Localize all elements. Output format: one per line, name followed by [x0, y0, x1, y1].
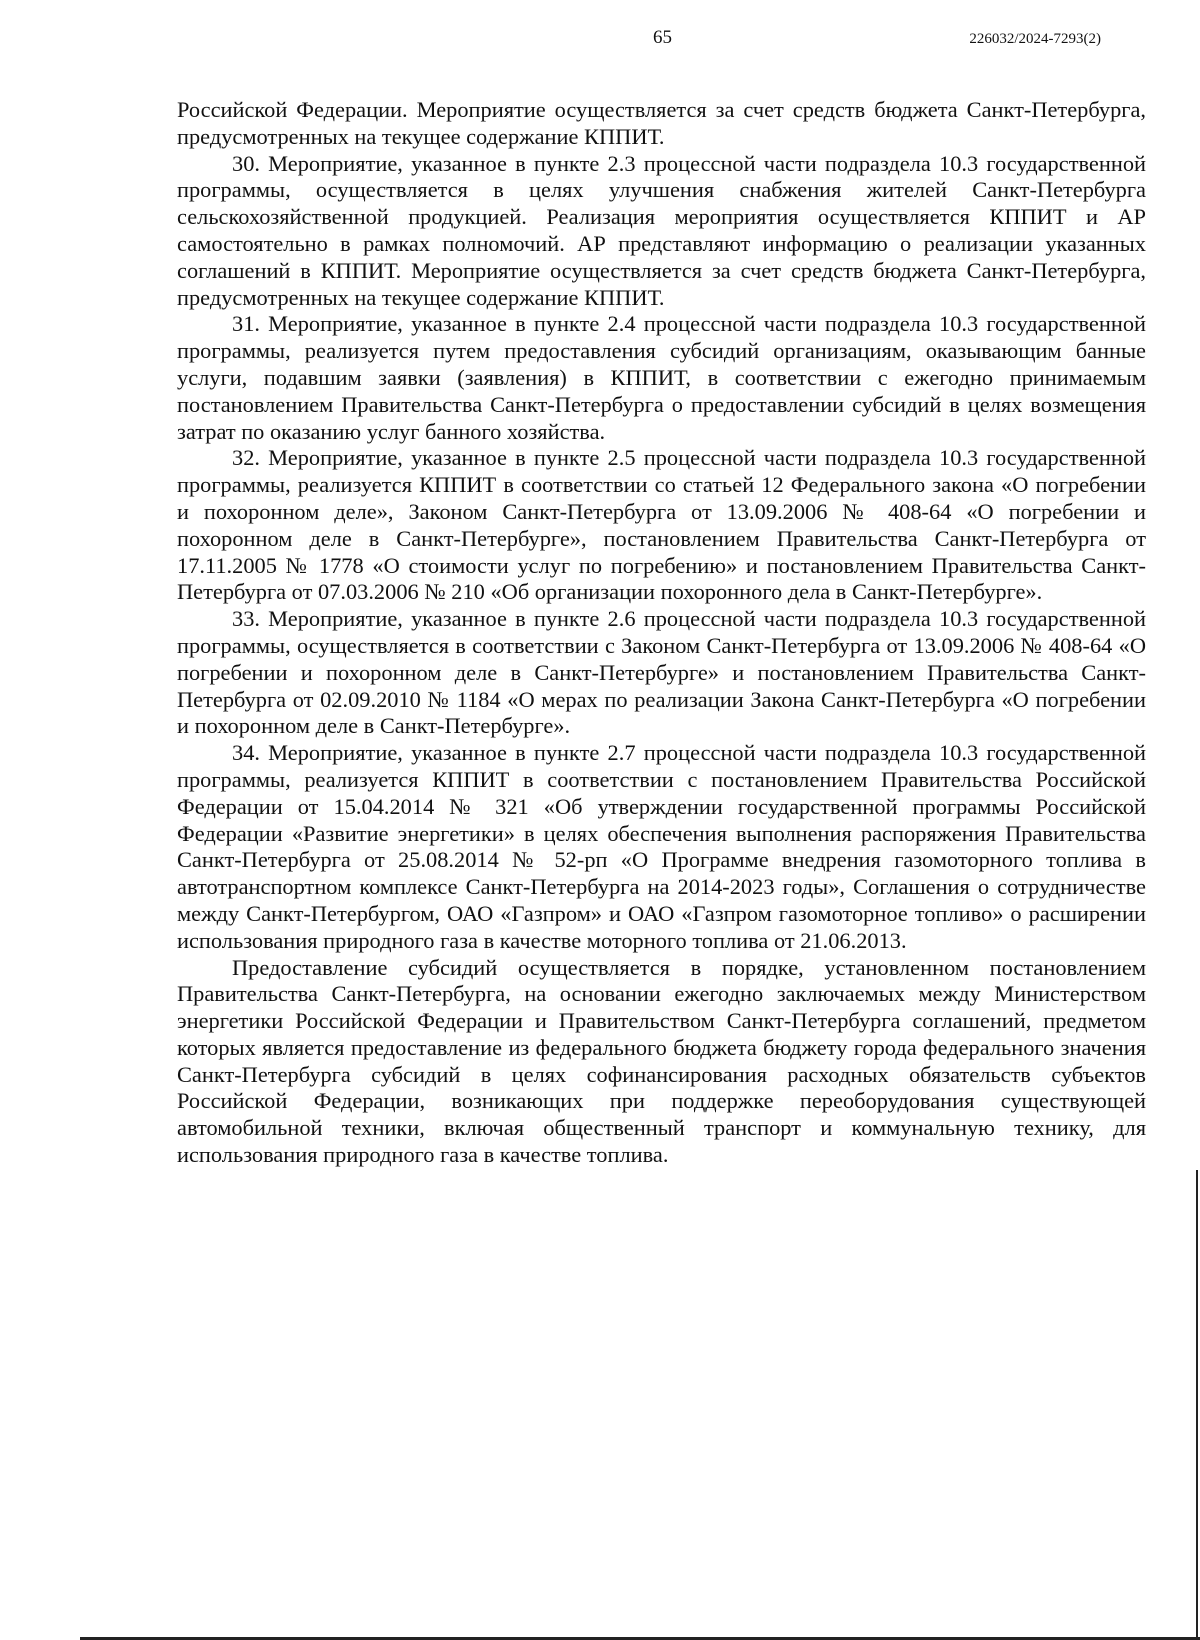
- paragraph-item-33: 33. Мероприятие, указанное в пункте 2.6 процессной части подраздела 10.3 государственной программы, осуществляется в соответствии с Законом Санкт-Петербурга от 13.09.2006 № 408-64 «О погребении и похоронном деле в Санкт-Петербурге» и постановлением Правительства Санкт-Петербурга от 02.09.2010 № 1184 «О мерах по реализации Закона Санкт-Петербурга «О погребении и похоронном деле в Санкт-Петербурге».: [177, 606, 1146, 739]
- paragraph-continuation: Российской Федерации. Мероприятие осуществляется за счет средств бюджета Санкт-Петербурга, предусмотренных на текущее содержание КППИТ.: [177, 97, 1146, 149]
- document-id: 226032/2024-7293(2): [969, 31, 1101, 47]
- paragraph-item-34: 34. Мероприятие, указанное в пункте 2.7 процессной части подраздела 10.3 государственной программы, реализуется КППИТ в соответствии с постановлением Правительства Российской Федерации от 15.04.2014 № 321 «Об утверждении государственной программы Российской Федерации «Развитие энергетики» в целях обеспечения выполнения распоряжения Правительства Санкт-Петербурга от 25.08.2014 № 52-рп «О Программе внедрения газомоторного топлива в автотранспортном комплексе Санкт-Петербурга на 2014-2023 годы», Соглашения о сотрудничестве между Санкт-Петербургом, ОАО «Газпром» и ОАО «Газпром газомоторное топливо» о расширении использования природного газа в качестве моторного топлива от 21.06.2013.: [177, 740, 1146, 953]
- document-body: [177, 97, 1146, 1169]
- paragraph-item-31: 31. Мероприятие, указанное в пункте 2.4 процессной части подраздела 10.3 государственной программы, реализуется путем предоставления субсидий организациям, оказывающим банные услуги, подавшим заявки (заявления) в КППИТ, в соответствии с ежегодно принимаемым постановлением Правительства Санкт-Петербурга о предоставлении субсидий в целях возмещения затрат по оказанию услуг банного хозяйства.: [177, 311, 1146, 444]
- paragraph-item-32: 32. Мероприятие, указанное в пункте 2.5 процессной части подраздела 10.3 государственной программы, реализуется КППИТ в соответствии со статьей 12 Федерального закона «О погребении и похоронном деле», Законом Санкт-Петербурга от 13.09.2006 № 408-64 «О погребении и похоронном деле в Санкт-Петербурге», постановлением Правительства Санкт-Петербурга от 17.11.2005 № 1778 «О стоимости услуг по погребению» и постановлением Правительства Санкт-Петербурга от 07.03.2006 № 210 «Об организации похоронного дела в Санкт-Петербурге».: [177, 445, 1146, 605]
- page-number: 65: [653, 27, 672, 48]
- paragraph-item-30: 30. Мероприятие, указанное в пункте 2.3 процессной части подраздела 10.3 государственной программы, осуществляется в целях улучшения снабжения жителей Санкт-Петербурга сельскохозяйственной продукцией. Реализация мероприятия осуществляется КППИТ и АР самостоятельно в рамках полномочий. АР представляют информацию о реализации указанных соглашений в КППИТ. Мероприятие осуществляется за счет средств бюджета Санкт-Петербурга, предусмотренных на текущее содержание КППИТ.: [177, 150, 1146, 310]
- scan-edge-right: [1196, 1170, 1198, 1640]
- paragraph-subsidies: Предоставление субсидий осуществляется в порядке, установленном постановлением Правительства Санкт-Петербурга, на основании ежегодно заключаемых между Министерством энергетики Российской Федерации и Правительством Санкт-Петербурга соглашений, предметом которых является предоставление из федерального бюджета бюджету города федерального значения Санкт-Петербурга субсидий в целях софинансирования расходных обязательств субъектов Российской Федерации, возникающих при поддержке переоборудования существующей автомобильной техники, включая общественный транспорт и коммунальную технику, для использования природного газа в качестве топлива.: [177, 954, 1146, 1168]
